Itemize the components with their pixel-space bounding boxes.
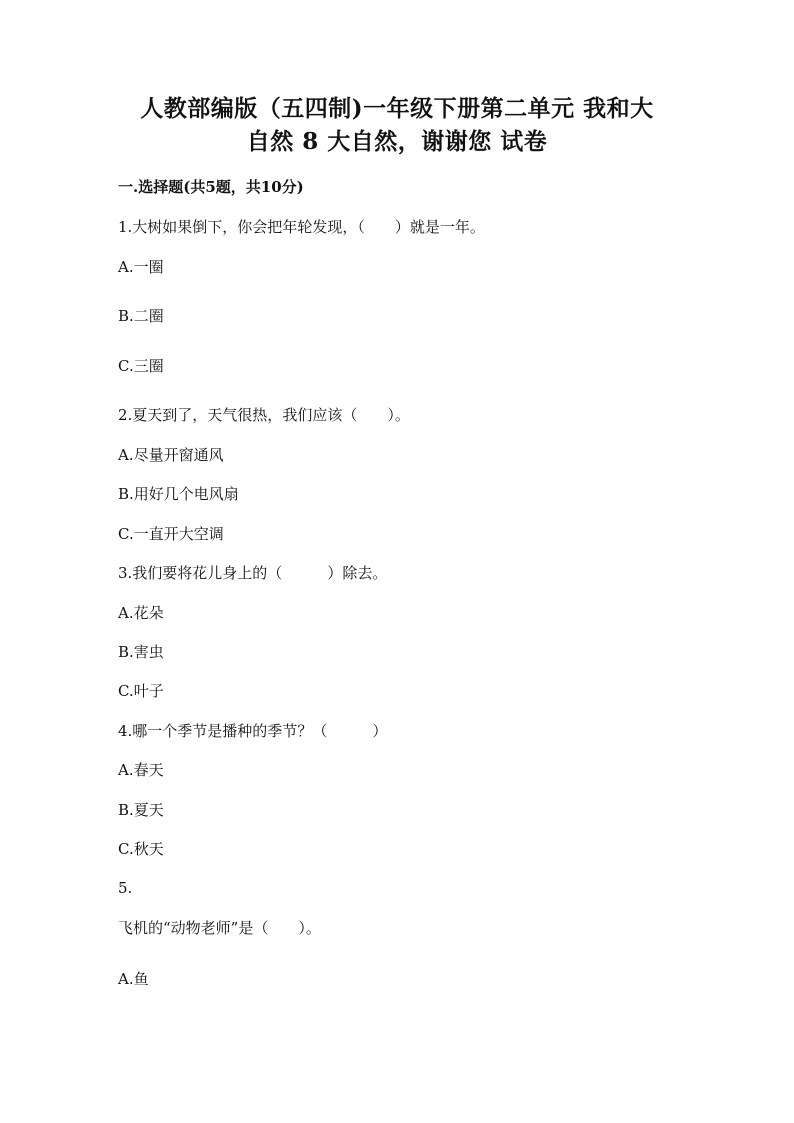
question-1-stem: 1.大树如果倒下，你会把年轮发现，（ ）就是一年。 bbox=[118, 218, 485, 236]
document-title bbox=[100, 92, 694, 158]
question-5-stem: 飞机的“动物老师”是（ ）。 bbox=[118, 919, 321, 937]
question-5-option-a: A.鱼 bbox=[118, 970, 149, 988]
question-2-option-b: B.用好几个电风扇 bbox=[118, 485, 239, 503]
question-2-stem: 2.夏天到了，天气很热，我们应该（ ）。 bbox=[118, 406, 410, 424]
question-2-option-a: A.尽量开窗通风 bbox=[118, 446, 224, 464]
question-1-option-c: C.三圈 bbox=[118, 357, 164, 375]
question-2-option-c: C.一直开大空调 bbox=[118, 525, 224, 543]
question-1-option-b: B.二圈 bbox=[118, 307, 164, 325]
section-heading: 一.选择题(共5题，共10分) bbox=[118, 178, 304, 196]
title-line-2: 自然 8 大自然，谢谢您 试卷 bbox=[246, 128, 548, 155]
question-3-option-a: A.花朵 bbox=[118, 604, 164, 622]
question-4-stem: 4.哪一个季节是播种的季节？（ ） bbox=[118, 722, 388, 740]
question-3-option-b: B.害虫 bbox=[118, 643, 164, 661]
question-4-option-a: A.春天 bbox=[118, 761, 164, 779]
question-5-number: 5. bbox=[118, 879, 133, 897]
question-3-option-c: C.叶子 bbox=[118, 682, 164, 700]
question-1-option-a: A.一圈 bbox=[118, 258, 164, 276]
title-line-1: 人教部编版（五四制)一年级下册第二单元 我和大 bbox=[140, 95, 654, 122]
question-3-stem: 3.我们要将花儿身上的（ ）除去。 bbox=[118, 564, 388, 582]
question-4-option-c: C.秋天 bbox=[118, 840, 164, 858]
question-4-option-b: B.夏天 bbox=[118, 801, 164, 819]
